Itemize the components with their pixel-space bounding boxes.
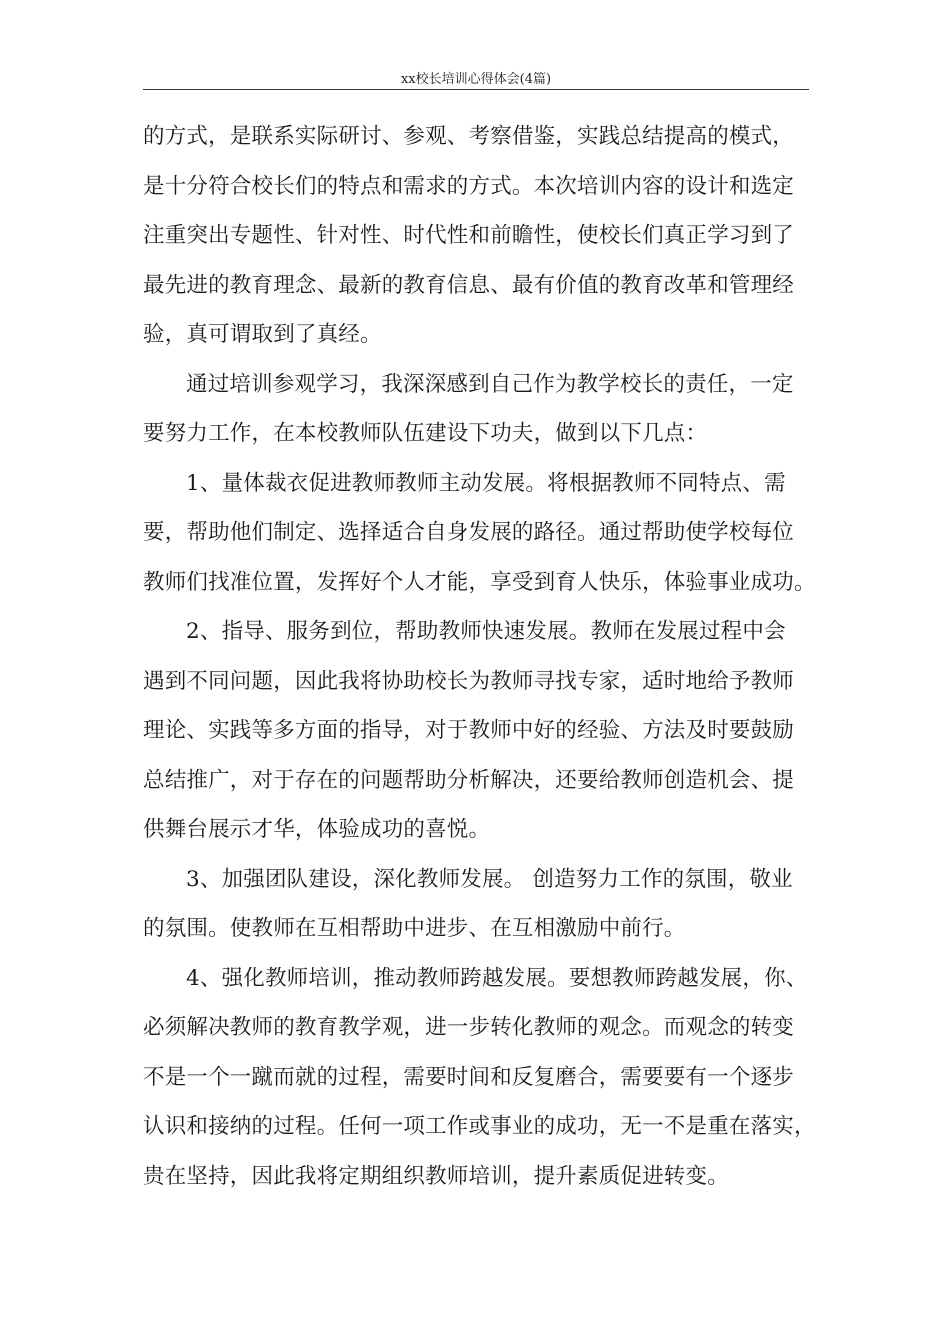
text-line: 最先进的教育理念、最新的教育信息、最有价值的教育改革和管理经 [143,272,795,298]
text-line: 遇到不同问题，因此我将协助校长为教师寻找专家，适时地给予教师 [143,668,795,694]
text-line: 必须解决教师的教育教学观，进一步转化教师的观念。而观念的转变 [143,1015,795,1040]
text-line: 贵在坚持，因此我将定期组织教师培训，提升素质促进转变。 [143,1163,729,1189]
text-line: 1、量体裁衣促进教师教师主动发展。将根据教师不同特点、需 [186,470,786,496]
text-line: 认识和接纳的过程。任何一项工作或事业的成功，无一不是重在落实， [143,1114,816,1139]
paragraph-point-1 [143,459,816,608]
text-line: 总结推广，对于存在的问题帮助分析解决，还要给教师创造机会、提 [143,767,795,793]
text-line: 是十分符合校长们的特点和需求的方式。本次培训内容的设计和选定 [143,173,795,199]
paragraph-2 [143,360,809,459]
text-line: 要，帮助他们制定、选择适合自身发展的路径。通过帮助使学校每位 [143,520,795,545]
page-header-title: xx校长培训心得体会(4篇) [400,72,552,87]
paragraph-1 [143,112,809,360]
text-line: 3、加强团队建设，深化教师发展。 创造努力工作的氛围，敬业 [186,866,793,892]
text-line: 不是一个一蹴而就的过程，需要时间和反复磨合，需要要有一个逐步 [143,1064,795,1090]
text-line: 要努力工作，在本校教师队伍建设下功夫，做到以下几点： [143,421,708,446]
text-line: 供舞台展示才华，体验成功的喜悦。 [143,817,491,842]
paragraph-point-4 [143,954,816,1202]
text-line: 2、指导、服务到位，帮助教师快速发展。教师在发展过程中会 [186,619,786,644]
paragraph-point-2 [143,607,809,855]
text-line: 理论、实践等多方面的指导，对于教师中好的经验、方法及时要鼓励 [143,718,795,743]
text-line: 4、强化教师培训，推动教师跨越发展。要想教师跨越发展，你、 [186,965,808,991]
text-line: 注重突出专题性、针对性、时代性和前瞻性，使校长们真正学习到了 [143,223,795,248]
text-line: 的方式，是联系实际研讨、参观、考察借鉴，实践总结提高的模式， [143,124,795,149]
document-body [143,112,816,1201]
text-line: 通过培训参观学习，我深深感到自己作为教学校长的责任，一定 [186,371,794,397]
header-divider [143,89,809,90]
paragraph-point-3 [143,855,809,954]
text-line: 的氛围。使教师在互相帮助中进步、在互相激励中前行。 [143,916,686,941]
text-line: 验，真可谓取到了真经。 [143,322,382,347]
text-line: 教师们找准位置，发挥好个人才能，享受到育人快乐，体验事业成功。 [143,569,816,595]
